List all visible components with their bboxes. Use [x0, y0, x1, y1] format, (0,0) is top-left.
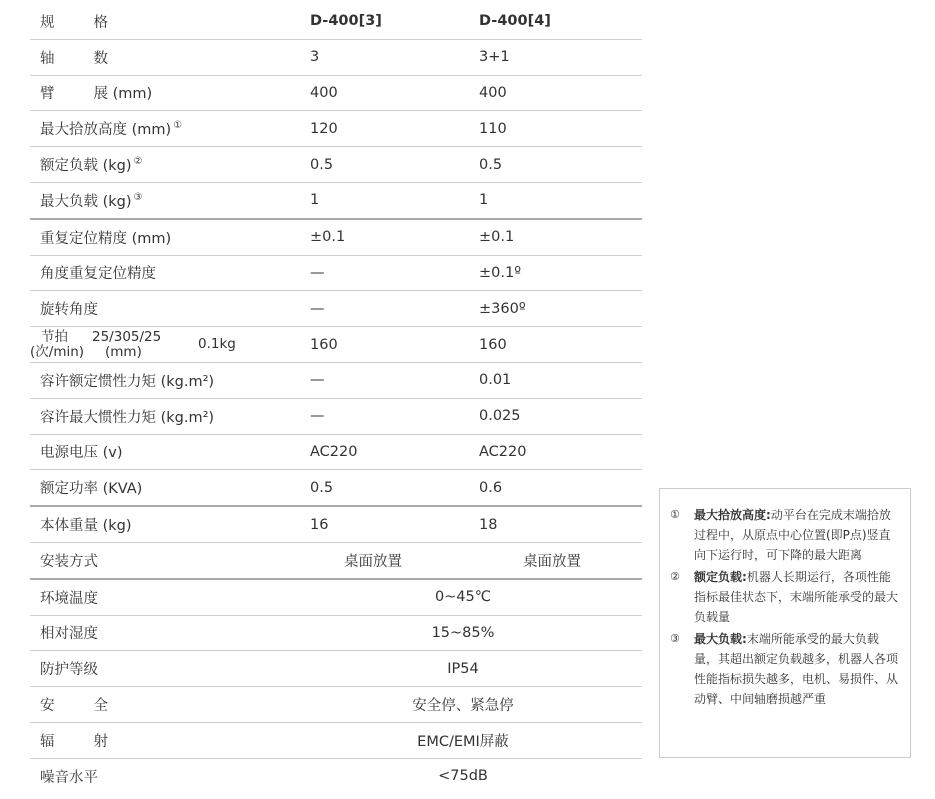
row-label: 旋转角度 — [30, 291, 284, 327]
row-value-2: 0.025 — [462, 398, 642, 434]
table-row — [30, 542, 642, 578]
table-row — [30, 470, 642, 506]
row-label: 安 全 — [40, 698, 108, 715]
footnote-text: 动平台在完成末端拾放过程中，从原点中心位置(即P点)竖直向下运行时，可下降的最大距离 — [694, 508, 891, 562]
table-row — [30, 434, 642, 470]
row-label: 角度重复定位精度 — [30, 255, 284, 291]
row-value-1: 0.5 — [284, 470, 462, 506]
table-row — [30, 758, 642, 793]
spec-table — [30, 4, 642, 794]
row-label: 环境温度 — [30, 579, 284, 615]
table-row — [30, 398, 642, 434]
table-row — [30, 39, 642, 75]
row-label: 最大负载 (kg) — [40, 193, 132, 210]
row-value-2: 0.5 — [462, 147, 642, 183]
row-value-2: 160 — [462, 327, 642, 363]
beat-label-unit: (次/min) — [30, 343, 85, 360]
row-value-2: 桌面放置 — [462, 542, 642, 578]
table-row — [30, 722, 642, 758]
row-label: 本体重量 (kg) — [30, 506, 284, 542]
row-value-1: 160 — [284, 327, 462, 363]
table-row — [30, 219, 642, 255]
footnote-number: ② — [670, 570, 680, 583]
beat-label — [30, 328, 284, 362]
table-row — [30, 362, 642, 398]
footnote-number: ① — [670, 508, 680, 521]
row-value-2: 1 — [462, 182, 642, 218]
footnote-title: 最大负载: — [694, 632, 747, 646]
header-label: 规 格 — [40, 14, 108, 31]
row-label: 额定负载 (kg) — [40, 158, 132, 175]
row-value-2: ±0.1 — [462, 219, 642, 255]
row-label: 相对湿度 — [30, 615, 284, 651]
row-value-2: ±0.1º — [462, 255, 642, 291]
footnote-marker: ② — [133, 156, 143, 168]
table-row — [30, 255, 642, 291]
header-model-2: D-400[4] — [462, 4, 642, 39]
beat-label-title: 节拍 — [41, 328, 68, 345]
table-row — [30, 615, 642, 651]
row-value-1: AC220 — [284, 434, 462, 470]
table-row — [30, 291, 642, 327]
row-value-2: 18 — [462, 506, 642, 542]
footnote-text: 末端所能承受的最大负载量，其超出额定负载越多，机器人各项性能指标损失越多，电机、易损件、从动臂、中间轴磨损越严重 — [694, 632, 899, 706]
table-header-row — [30, 4, 642, 39]
row-value-2: AC220 — [462, 434, 642, 470]
row-value: IP54 — [284, 651, 642, 687]
header-model-1: D-400[3] — [284, 4, 462, 39]
row-label: 辐 射 — [40, 733, 108, 750]
beat-label-load: 0.1kg — [198, 335, 236, 352]
table-row — [30, 651, 642, 687]
row-value: <75dB — [438, 768, 488, 785]
row-value-1: ±0.1 — [284, 219, 462, 255]
row-label: 噪音水平 — [40, 769, 98, 786]
footnote-marker: ③ — [133, 192, 143, 204]
table-row — [30, 182, 642, 218]
row-label: 额定功率 (KVA) — [30, 470, 284, 506]
footnote-marker: ① — [173, 120, 183, 132]
table-row — [30, 111, 642, 147]
footnote-text: 机器人长期运行，各项性能指标最佳状态下，末端所能承受的最大负载量 — [694, 570, 899, 624]
row-label: 防护等级 — [30, 651, 284, 687]
table-row — [30, 327, 642, 363]
row-value-1: 400 — [284, 75, 462, 111]
beat-label-distance-unit: (mm) — [105, 343, 142, 360]
row-unit: (mm) — [112, 86, 153, 103]
row-value-1: — — [284, 398, 462, 434]
row-label: 臂 展 — [40, 86, 108, 103]
table-row — [30, 687, 642, 723]
row-label: 重复定位精度 (mm) — [30, 219, 284, 255]
table-row — [30, 75, 642, 111]
row-value-2: 3+1 — [462, 39, 642, 75]
table-row — [30, 147, 642, 183]
row-value: 安全停、紧急停 — [284, 687, 642, 723]
table-row — [30, 506, 642, 542]
row-value-1: 0.5 — [284, 147, 462, 183]
footnote-number: ③ — [670, 632, 680, 645]
row-label: 轴 数 — [40, 50, 108, 67]
row-value-2: ±360º — [462, 291, 642, 327]
row-value: 0~45℃ — [284, 579, 642, 615]
table-row — [30, 579, 642, 615]
row-label: 容许额定惯性力矩 (kg.m²) — [30, 362, 284, 398]
footnote-title: 额定负载: — [694, 570, 747, 584]
row-label: 安装方式 — [30, 542, 284, 578]
row-value-1: 16 — [284, 506, 462, 542]
footnote-title: 最大拾放高度: — [694, 508, 771, 522]
row-value-1: — — [284, 362, 462, 398]
row-value-2: 400 — [462, 75, 642, 111]
row-value-1: 桌面放置 — [284, 542, 462, 578]
row-value-1: — — [284, 255, 462, 291]
footnote-item — [670, 505, 900, 565]
row-value-2: 0.01 — [462, 362, 642, 398]
footnotes-box — [659, 488, 911, 758]
row-label: 容许最大惯性力矩 (kg.m²) — [30, 398, 284, 434]
row-value-1: 3 — [284, 39, 462, 75]
row-value-2: 0.6 — [462, 470, 642, 506]
row-label: 电源电压 (v) — [30, 434, 284, 470]
row-label: 最大拾放高度 (mm) — [40, 122, 172, 139]
beat-label-distance: 25/305/25 — [92, 328, 162, 345]
row-value-1: 120 — [284, 111, 462, 147]
footnote-item — [670, 567, 900, 627]
row-value-1: 1 — [284, 182, 462, 218]
row-value-2: 110 — [462, 111, 642, 147]
row-value-1: — — [284, 291, 462, 327]
row-value: EMC/EMI屏蔽 — [284, 722, 642, 758]
row-value: 15~85% — [284, 615, 642, 651]
footnote-item — [670, 629, 900, 709]
